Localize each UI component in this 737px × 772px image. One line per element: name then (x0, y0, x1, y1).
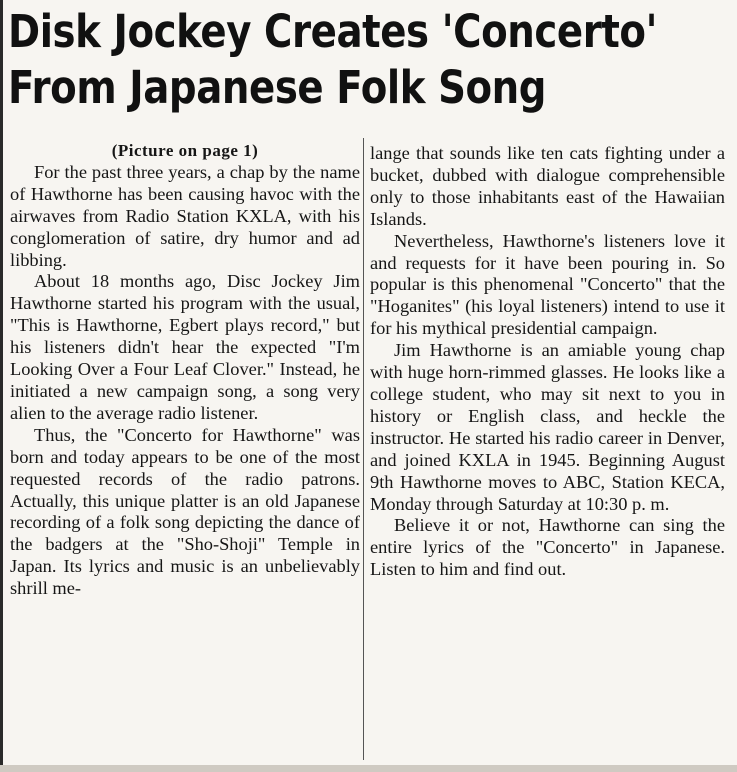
article-column-right (370, 143, 725, 581)
headline-line-1: Disk Jockey Creates 'Concerto' (8, 5, 658, 58)
paragraph: Thus, the "Concerto for Hawthorne" was born and today appears to be one of the most requested records of the radio patrons. Actually, this unique platter is an old Japanese recording of a folk song depicting the dance of the badgers at the "Sho-Shoji" Temple in Japan. Its lyrics and music is an unbelievably shrill me- (10, 424, 360, 599)
headline-line-2: From Japanese Folk Song (8, 61, 547, 114)
headline (8, 4, 658, 116)
paragraph: About 18 months ago, Disc Jockey Jim Hawthorne started his program with the usual, "This is Hawthorne, Egbert plays record," but his listeners didn't hear the expected "I'm Looking Over a Four Leaf Clover." Instead, he initiated a new campaign song, a song very alien to the average radio listener. (10, 271, 360, 423)
clipping-bottom-edge (0, 765, 737, 772)
paragraph: Believe it or not, Hawthorne can sing the entire lyrics of the "Concerto" in Japanese. Listen to him and find out. (370, 515, 725, 580)
column-divider (363, 138, 364, 760)
clipping-edge (0, 0, 3, 772)
paragraph: Jim Hawthorne is an amiable young chap with huge horn-rimmed glasses. He looks like a college student, who may sit next to you in history or English class, and heckle the instructor. He started his radio career in Denver, and joined KXLA in 1945. Beginning August 9th Hawthorne moves to ABC, Station KECA, Monday through Saturday at 10:30 p. m. (370, 340, 725, 514)
picture-caption: (Picture on page 1) (111, 141, 259, 160)
article-column-left (10, 140, 360, 600)
paragraph: For the past three years, a chap by the name of Hawthorne has been causing havoc with the airwaves from Radio Station KXLA, with his conglomeration of satire, dry humor and ad libbing. (10, 161, 360, 270)
paragraph: Nevertheless, Hawthorne's listeners love it and requests for it have been pouring in. So popular is this phenomenal "Concerto" that the "Hoganites" (his loyal listeners) intend to use it for his mythical presidential campaign. (370, 230, 725, 339)
paragraph: lange that sounds like ten cats fighting under a bucket, dubbed with dialogue comprehensible only to those inhabitants east of the Hawaiian Islands. (370, 143, 725, 229)
